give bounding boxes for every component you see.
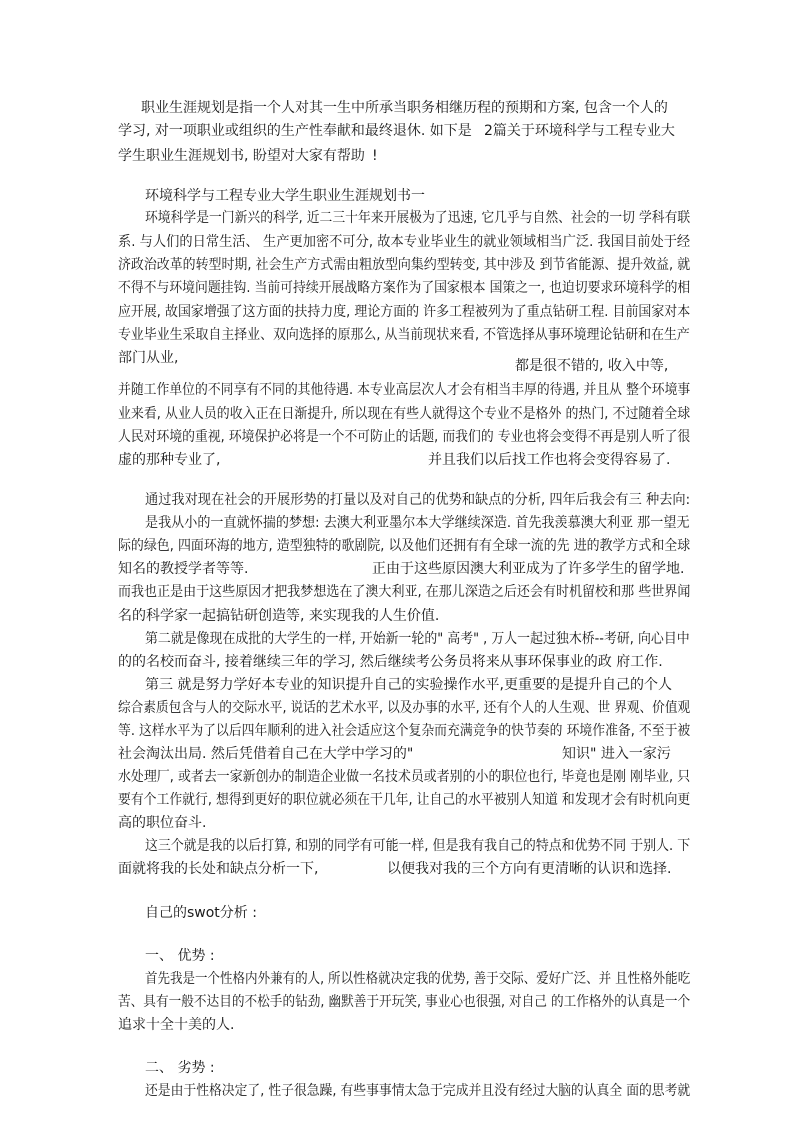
- swot-title: 自己的swot分析 :: [145, 905, 257, 921]
- paragraph-line: 并随工作单位的不同享有不同的其他待遇. 本专业高层次人才会有相当丰厚的待遇, 并且从 整个环境事: [118, 382, 691, 398]
- paragraph-line: 这三个就是我的以后打算, 和别的同学有可能一样, 但是我有我自己的特点和优势不同 于别人. 下: [145, 838, 691, 854]
- paragraph-line: 而我也正是由于这些原因才把我梦想选在了澳大利亚, 在那儿深造之后还会有时机留校和那 些世界闻: [118, 584, 691, 600]
- paragraph-line: 面就将我的长处和缺点分析一下,: [118, 861, 319, 877]
- paragraph-line: 以便我对我的三个方向有更清晰的认识和选择.: [387, 861, 672, 877]
- paragraph-line: 业来看, 从业人员的收入正在日渐提升, 所以现在有些人就得这个专业不是格外 的热门, 不过随着全球: [118, 406, 691, 422]
- paragraph-line: 知识" 进入一家污: [562, 746, 671, 762]
- paragraph-line: 知名的教授学者等等.: [118, 561, 249, 577]
- paragraph-line: 正由于这些原因澳大利亚成为了许多学生的留学地.: [372, 561, 685, 577]
- intro-line: 学生职业生涯规划书, 盼望对大家有帮助: [118, 148, 365, 164]
- paragraph-line: 综合素质包含与人的交际水平, 说话的艺术水平, 以及办事的水平, 还有个人的人生观、世 界观、价值观: [118, 700, 691, 716]
- paragraph-line: 第二就是像现在成批的大学生的一样, 开始新一轮的" 高考" , 万人一起过独木桥--考研, 向心目中: [145, 631, 690, 647]
- paragraph-line: 还是由于性格决定了, 性子很急躁, 有些事事情太急于完成并且没有经过大脑的认真全 面的思考就: [145, 1083, 691, 1099]
- paragraph-line: 部门从业,: [118, 350, 179, 366]
- paragraph-line: 第三 就是努力学好本专业的知识提升自己的实验操作水平,: [145, 677, 504, 693]
- paragraph-line: 的的名校而奋斗, 接着继续三年的学习, 然后继续考公务员将来从事环保事业的政 府工作.: [118, 654, 663, 670]
- paragraph-line: 并且我们以后找工作也将会变得容易了.: [428, 452, 671, 468]
- paragraph-line: 专业毕业生采取自主择业、双向选择的原那么, 从当前现状来看, 不管选择从事环境理论钻研和在生产: [118, 327, 690, 343]
- paragraph-line: 要有个工作就行, 想得到更好的职位就必须在干几年, 让自己的水平被别人知道 和发现才会有时机向更: [118, 792, 691, 808]
- paragraph-line: 济政治改革的转型时期, 社会生产方式需由粗放型向集约型转变, 其中涉及 到节省能源、提升效益, 就: [118, 257, 691, 273]
- paragraph-line: 都是很不错的, 收入中等,: [515, 358, 669, 374]
- intro-line: !: [372, 148, 378, 164]
- article-title: 环境科学与工程专业大学生职业生涯规划书一: [145, 188, 425, 204]
- paragraph-line: 社会淘汰出局. 然后凭借着自己在大学中学习的": [118, 746, 414, 762]
- intro-line: 2篇关于环境科学与工程专业大: [484, 123, 675, 139]
- paragraph-line: 应开展, 故国家增强了这方面的扶持力度, 理论方面的 许多工程被列为了重点钻研工程. 目前国家对本: [118, 304, 691, 320]
- paragraph-line: 是我从小的一直就怀揣的梦想: 去澳大利亚墨尔本大学继续深造. 首先我羡慕澳大利亚 那一望无: [145, 515, 690, 531]
- paragraph-line: 不得不与环境问题挂钩. 当前可持续开展战略方案作为了国家根本 国策之一, 也迫切要求环境科学的相: [118, 280, 691, 296]
- paragraph-line: 通过我对现在社会的开展形势的打量以及对自己的优势和缺点的分析, 四年后我会有三 种去向:: [145, 492, 691, 508]
- paragraph-line: 虚的那种专业了,: [118, 452, 221, 468]
- paragraph-line: 苦、具有一般不达目的不松手的钻劲, 幽默善于开玩笑, 事业心也很强, 对自己 的工作格外的认真是一个: [118, 994, 691, 1010]
- paragraph-line: 更重要的是提升自己的个人: [504, 677, 672, 693]
- paragraph-line: 系. 与人们的日常生活、 生产更加密不可分, 故本专业毕业生的就业领域相当广泛. 我国目前处于经: [118, 234, 691, 250]
- weakness-heading: 二、 劣势 :: [145, 1060, 215, 1076]
- paragraph-line: 际的绿色, 四面环海的地方, 造型独特的歌剧院, 以及他们还拥有有全球一流的先 进的教学方式和全球: [118, 538, 691, 554]
- paragraph-line: 追求十全十美的人.: [118, 1017, 235, 1033]
- paragraph-line: 首先我是一个性格内外兼有的人, 所以性格就决定我的优势, 善于交际、爱好广泛、并 且性格外能吃: [145, 971, 691, 987]
- intro-line: 职业生涯规划是指一个人对其一生中所承当职务相继历程的预期和方案, 包含一个人的: [141, 100, 668, 116]
- paragraph-line: 高的职位奋斗.: [118, 815, 207, 831]
- strength-heading: 一、 优势 :: [145, 948, 215, 964]
- paragraph-line: 环境科学是一门新兴的科学, 近二三十年来开展极为了迅速, 它几乎与自然、社会的一切 学科有联: [145, 210, 691, 226]
- paragraph-line: 名的科学家一起搞钻研创造等, 来实现我的人生价值.: [118, 608, 440, 624]
- paragraph-line: 等. 这样水平为了以后四年顺利的进入社会适应这个复杂而充满竞争的快节奏的 环境作准备, 不至于被: [118, 723, 691, 739]
- paragraph-line: 水处理厂, 或者去一家新创办的制造企业做一名技术员或者别的小的职位也行, 毕竟也是刚 刚毕业, 只: [118, 769, 691, 785]
- intro-line: 学习, 对一项职业或组织的生产性奉献和最终退休. 如下是: [118, 123, 472, 139]
- paragraph-line: 人民对环境的重视, 环境保护必将是一个不可防止的话题, 而我们的 专业也将会变得不再是别人听了很: [118, 429, 691, 445]
